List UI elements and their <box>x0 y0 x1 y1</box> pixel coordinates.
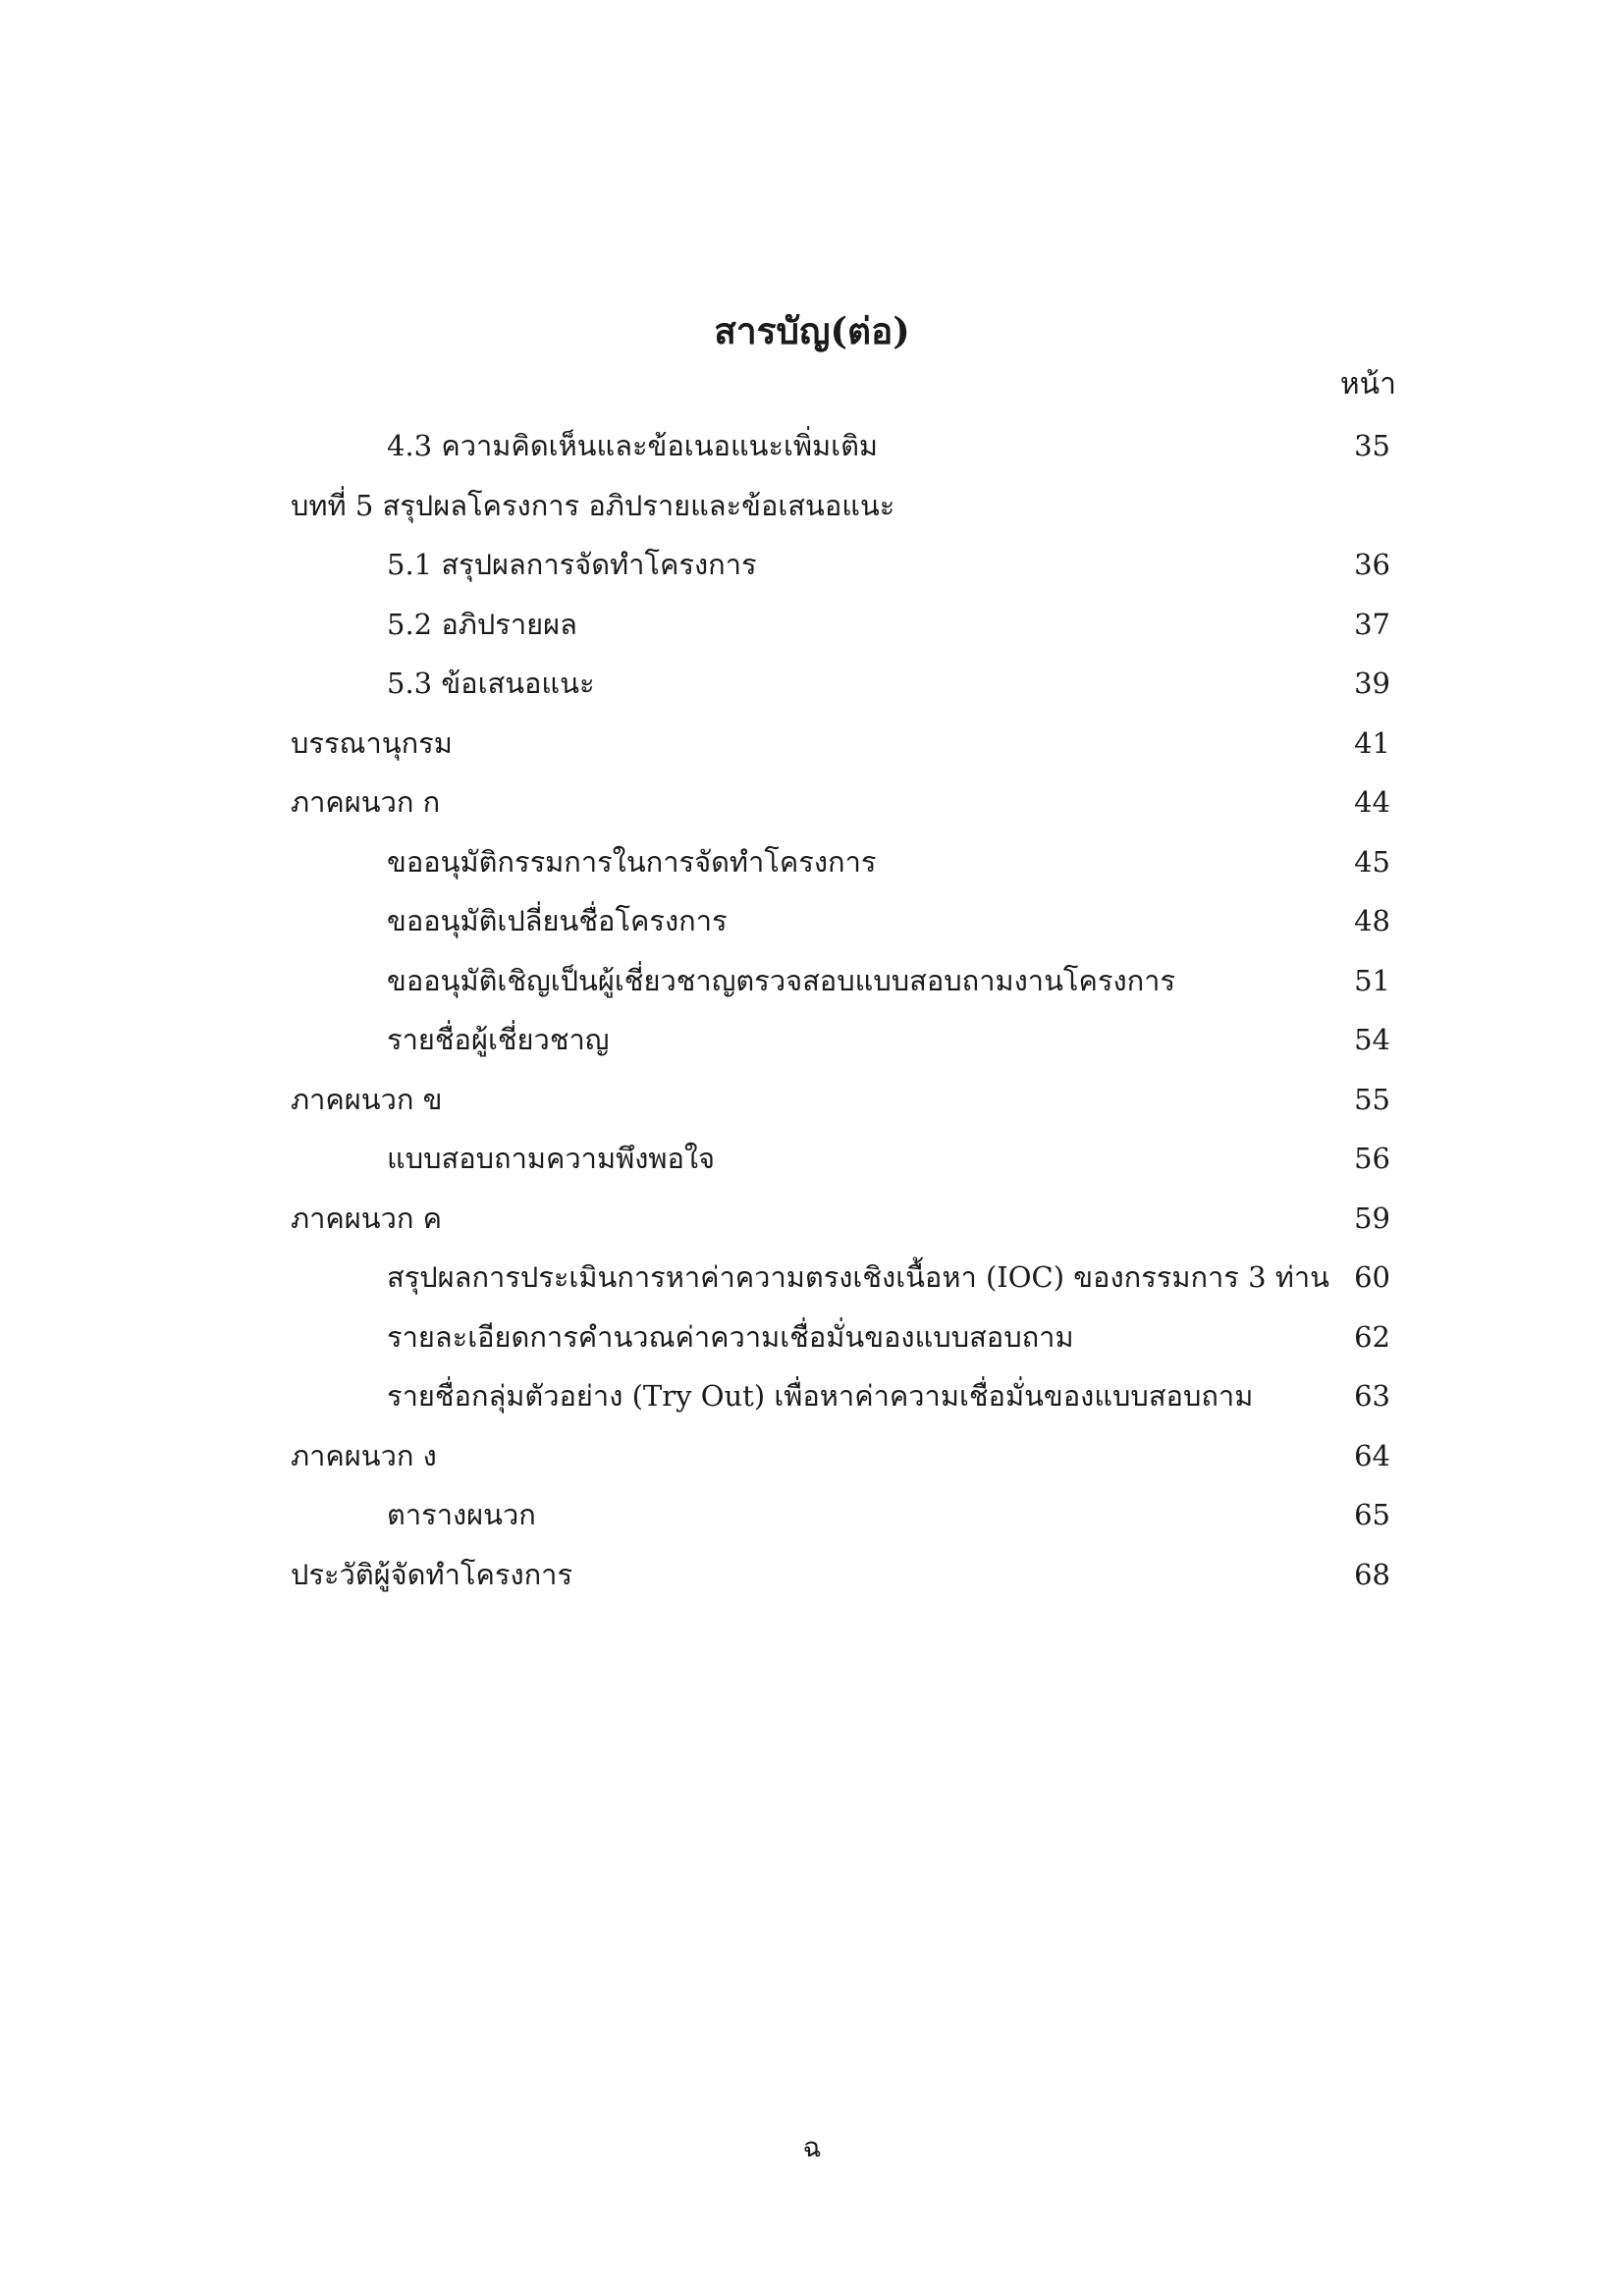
toc-entry-page: 44 <box>1354 785 1390 819</box>
toc-entry-page: 37 <box>1354 607 1390 641</box>
toc-entry <box>0 899 1624 959</box>
toc-entry <box>0 1255 1624 1315</box>
toc-entry-label: ตารางผนวก <box>387 1498 536 1531</box>
toc-entry-page: 65 <box>1354 1498 1390 1531</box>
toc-entry <box>0 603 1624 663</box>
toc-entry-label: ภาคผนวก ข <box>291 1082 443 1116</box>
toc-entry-label: รายชื่อผู้เชี่ยวชาญ <box>387 1023 610 1056</box>
toc-entry-page: 41 <box>1354 725 1390 760</box>
toc-entry-label: บรรณานุกรม <box>291 725 453 760</box>
toc-entry-page: 56 <box>1354 1142 1390 1175</box>
toc-entry-page: 35 <box>1354 429 1390 462</box>
toc-entry-label: สรุปผลการประเมินการหาค่าความตรงเชิงเนื้อหา (IOC) ของกรรมการ 3 ท่าน <box>387 1260 1329 1294</box>
toc-entry-label: ภาคผนวก ค <box>291 1201 443 1235</box>
toc-entry-label: แบบสอบถามความพึงพอใจ <box>387 1142 716 1175</box>
toc-entry-label: ประวัติผู้จัดทำโครงการ <box>291 1557 573 1591</box>
toc-entry-label: รายชื่อกลุ่มตัวอย่าง (Try Out) เพื่อหาค่าความเชื่อมั่นของแบบสอบถาม <box>387 1379 1254 1413</box>
toc-entry-label: ภาคผนวก ก <box>291 785 441 819</box>
page-title: สารบัญ(ต่อ) <box>714 309 910 352</box>
toc-entry <box>0 840 1624 900</box>
toc-entry <box>0 424 1624 484</box>
page-column-label: หน้า <box>1339 367 1396 401</box>
toc-entry <box>0 1197 1624 1256</box>
toc-entry <box>0 1137 1624 1197</box>
toc-entry-label: รายละเอียดการคำนวณค่าความเชื่อมั่นของแบบสอบถาม <box>387 1319 1074 1354</box>
toc-entry-label: ภาคผนวก ง <box>291 1438 437 1472</box>
toc-entry-page: 60 <box>1354 1260 1390 1294</box>
toc-entry-page: 55 <box>1354 1082 1390 1116</box>
toc-entry <box>0 1493 1624 1553</box>
toc-entry <box>0 1434 1624 1494</box>
toc-entry-page: 59 <box>1354 1201 1390 1235</box>
toc-entry-page: 51 <box>1354 963 1390 997</box>
toc-entry-label: ขออนุมัติเชิญเป็นผู้เชี่ยวชาญตรวจสอบแบบสอบถามงานโครงการ <box>387 963 1176 997</box>
toc-entry <box>0 1374 1624 1434</box>
toc-entry <box>0 721 1624 781</box>
toc-entry-label: ขออนุมัติกรรมการในการจัดทำโครงการ <box>387 844 877 879</box>
toc-entry-page: 48 <box>1354 904 1390 937</box>
toc-entry <box>0 543 1624 603</box>
toc-entry <box>0 484 1624 544</box>
toc-entry <box>0 959 1624 1019</box>
toc-entry-page: 64 <box>1354 1438 1390 1472</box>
toc-entry <box>0 1553 1624 1613</box>
toc-entry <box>0 1078 1624 1138</box>
toc-entry <box>0 780 1624 840</box>
toc-entry-page: 63 <box>1354 1379 1390 1413</box>
page-number: ฉ <box>802 2131 822 2163</box>
toc-entry <box>0 1018 1624 1078</box>
toc-entry-label: 5.1 สรุปผลการจัดทำโครงการ <box>387 548 757 581</box>
toc-entry-label: 4.3 ความคิดเห็นและข้อเนอแนะเพิ่มเติม <box>387 429 879 462</box>
toc-entry-page: 54 <box>1354 1023 1390 1056</box>
toc-entry-label: ขออนุมัติเปลี่ยนชื่อโครงการ <box>387 904 728 937</box>
toc-entry-label: 5.3 ข้อเสนอแนะ <box>387 667 595 700</box>
toc-entry-page: 62 <box>1354 1319 1390 1354</box>
toc-entry <box>0 1315 1624 1375</box>
toc-entry-label: 5.2 อภิปรายผล <box>387 607 577 641</box>
toc-entry-page: 45 <box>1354 844 1390 879</box>
toc-entry-page: 39 <box>1354 667 1390 700</box>
toc-entry-page: 36 <box>1354 548 1390 581</box>
table-of-contents <box>0 424 1624 1612</box>
toc-entry-page: 68 <box>1354 1557 1390 1591</box>
toc-entry-label: บทที่ 5 สรุปผลโครงการ อภิปรายและข้อเสนอแนะ <box>291 488 895 522</box>
toc-entry <box>0 662 1624 721</box>
